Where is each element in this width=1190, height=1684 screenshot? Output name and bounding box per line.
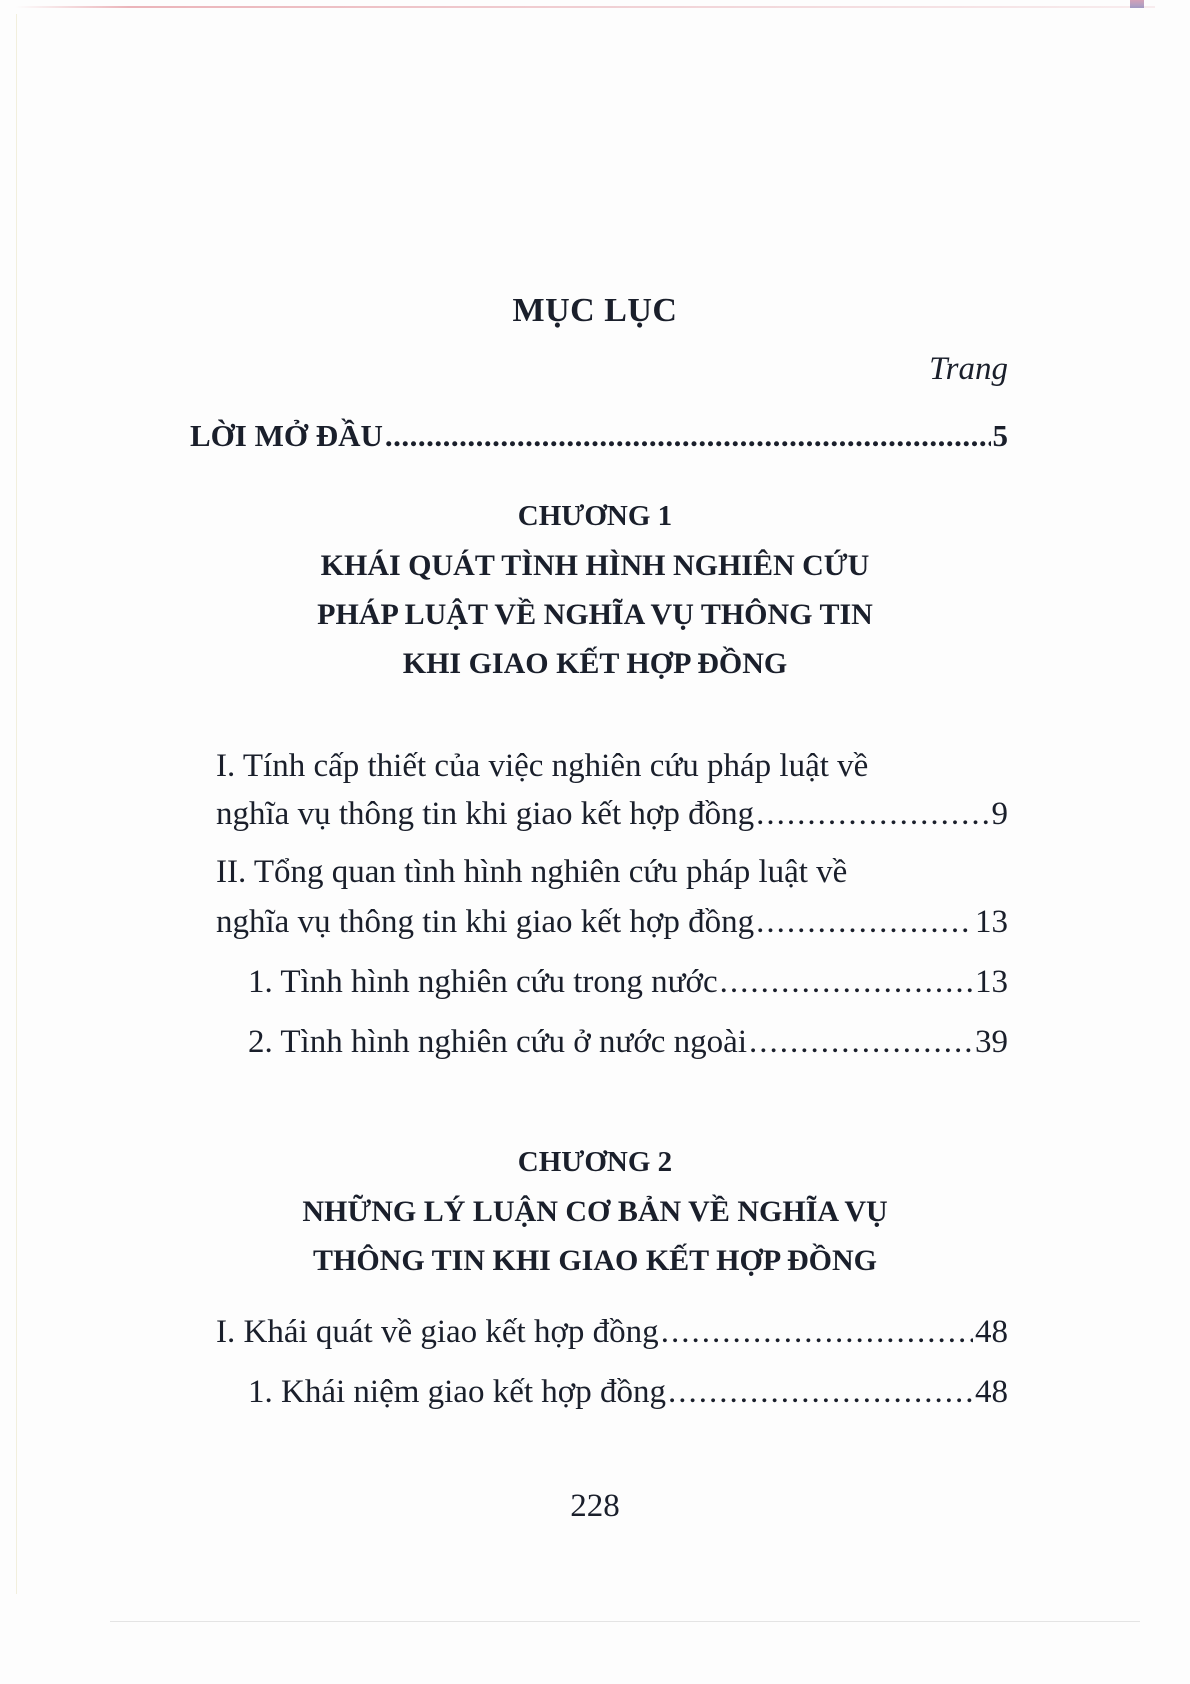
chapter-title-line: NHỮNG LÝ LUẬN CƠ BẢN VỀ NGHĨA VỤ xyxy=(302,1195,888,1228)
toc-entry-text: nghĩa vụ thông tin khi giao kết hợp đồng xyxy=(216,904,755,940)
dot-leader xyxy=(756,904,973,941)
toc-entry-page: 13 xyxy=(975,904,1008,940)
dot-leader xyxy=(385,418,991,454)
toc-entry[interactable] xyxy=(216,1314,1008,1351)
chapter-title-line: THÔNG TIN KHI GIAO KẾT HỢP ĐỒNG xyxy=(313,1244,877,1277)
toc-entry-page: 13 xyxy=(975,964,1008,1000)
toc-title: MỤC LỤC xyxy=(512,292,678,329)
chapter-title-line: KHÁI QUÁT TÌNH HÌNH NGHIÊN CỨU xyxy=(320,549,870,582)
scan-artifact-bottom-line xyxy=(110,1621,1140,1622)
dot-leader xyxy=(756,796,989,833)
dot-leader xyxy=(720,964,973,1001)
toc-entry-text: 1. Khái niệm giao kết hợp đồng xyxy=(248,1374,666,1410)
dot-leader xyxy=(749,1024,973,1061)
page-number: 228 xyxy=(570,1488,620,1524)
chapter-1-heading xyxy=(0,492,1190,688)
toc-entry-text: 1. Tình hình nghiên cứu trong nước xyxy=(248,964,718,1000)
toc-entry[interactable] xyxy=(248,964,1008,1001)
scan-artifact-corner-mark xyxy=(1130,0,1144,8)
toc-entry-text: 2. Tình hình nghiên cứu ở nước ngoài xyxy=(248,1024,747,1060)
scan-artifact-left-edge xyxy=(16,14,17,1594)
page-column-label: Trang xyxy=(929,351,1008,387)
chapter-label: CHƯƠNG 1 xyxy=(517,500,673,532)
toc-entry-line[interactable]: I. Tính cấp thiết của việc nghiên cứu pháp luật về xyxy=(216,748,869,784)
chapter-title-line: KHI GIAO KẾT HỢP ĐỒNG xyxy=(402,647,788,680)
chapter-title-line: PHÁP LUẬT VỀ NGHĨA VỤ THÔNG TIN xyxy=(317,598,873,631)
dot-leader xyxy=(661,1314,973,1351)
chapter-label: CHƯƠNG 2 xyxy=(517,1146,673,1178)
scan-artifact-top-line xyxy=(15,6,1155,8)
toc-entry-text: LỜI MỞ ĐẦU xyxy=(190,418,383,453)
toc-entry-page: 48 xyxy=(975,1314,1008,1350)
toc-entry[interactable] xyxy=(216,904,1008,941)
toc-entry[interactable] xyxy=(248,1374,1008,1411)
toc-entry-page: 9 xyxy=(991,796,1008,832)
chapter-2-heading xyxy=(0,1138,1190,1285)
toc-entry-line[interactable]: II. Tổng quan tình hình nghiên cứu pháp luật về xyxy=(216,854,848,890)
toc-entry[interactable] xyxy=(248,1024,1008,1061)
dot-leader xyxy=(668,1374,973,1411)
toc-entry-intro[interactable] xyxy=(190,418,1008,454)
toc-entry-page: 5 xyxy=(992,418,1008,453)
toc-entry-text: I. Khái quát về giao kết hợp đồng xyxy=(216,1314,659,1350)
toc-entry-page: 48 xyxy=(975,1374,1008,1410)
toc-entry-text: nghĩa vụ thông tin khi giao kết hợp đồng xyxy=(216,796,755,832)
toc-entry-page: 39 xyxy=(975,1024,1008,1060)
toc-entry[interactable] xyxy=(216,796,1008,833)
